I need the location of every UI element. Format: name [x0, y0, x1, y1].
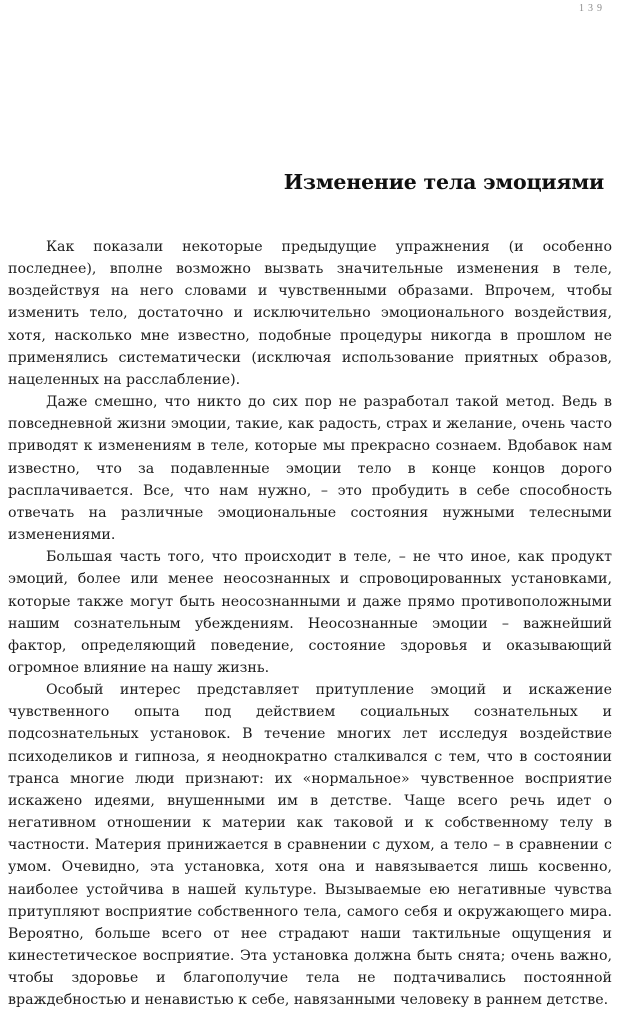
- paragraph: Особый интерес представляет притупление эмоций и искажение чувственного опыта под действием социальных сознательных и подсознательных установок. В течение многих лет исследуя воздействие психоделиков и гипноза, я неоднократно сталкивался с тем, что в состоянии транса многие люди признают: их «нормальное» чувственное восприятие искажено идеями, внушенными им в детстве. Чаще всего речь идет о негативном отношении к материи как таковой и к собственному телу в частности. Материя принижается в сравнении с духом, а тело – в сравнении с умом. Очевидно, эта установка, хотя она и навязывается лишь косвенно, наиболее устойчива в нашей культуре. Вызываемые ею негативные чувства притупляют восприятие собственного тела, самого себя и окружающего мира. Вероятно, больше всего от нее страдают наши тактильные ощущения и кинестетическое восприятие. Эта установка должна быть снята; очень важно, чтобы здоровье и благополучие тела не подтачивались постоянной враждебностью и ненавистью к себе, навязанными человеку в раннем детстве.: [8, 682, 612, 1009]
- chapter-title: Изменение тела эмоциями: [283, 170, 604, 194]
- paragraph: Даже смешно, что никто до сих пор не разработал такой метод. Ведь в повседневной жизни эмоции, такие, как радость, страх и желание, очень часто приводят к изменениям в теле, которые мы прекрасно сознаем. Вдобавок нам известно, что за подавленные эмоции тело в конце концов дорого расплачивается. Все, что нам нужно, – это пробудить в себе способность отвечать на различные эмоциональные состояния нужными телесными изменениями.: [8, 394, 612, 544]
- body-text: [8, 236, 612, 1011]
- paragraph: Как показали некоторые предыдущие упражнения (и особенно последнее), вполне возможно вызвать значительные изменения в теле, воздействуя на него словами и чувственными образами. Впрочем, чтобы изменить тело, достаточно и исключительно эмоционального воздействия, хотя, насколько мне известно, подобные процедуры никогда в прошлом не применялись систематически (исключая использование приятных образов, нацеленных на расслабление).: [8, 239, 612, 388]
- page-number: 139: [579, 3, 606, 14]
- paragraph: Большая часть того, что происходит в теле, – не что иное, как продукт эмоций, более или менее неосознанных и спровоцированных установками, которые также могут быть неосознанными и даже прямо противоположными нашим сознательным убеждениям. Неосознанные эмоции – важнейший фактор, определяющий поведение, состояние здоровья и оказывающий огромное влияние на нашу жизнь.: [8, 549, 612, 676]
